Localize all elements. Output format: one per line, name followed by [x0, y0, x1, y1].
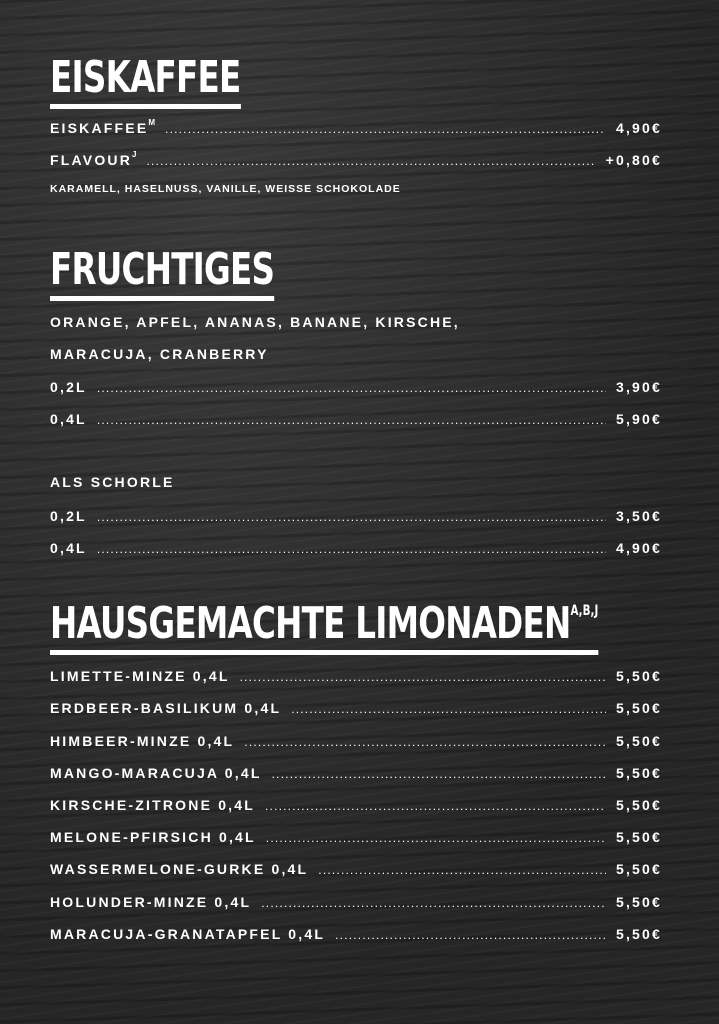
dot-leader — [165, 122, 606, 136]
price: 5,50€ — [615, 765, 662, 781]
menu-item: HOLUNDER-MINZE 0,4L ..... 5,50€ — [50, 894, 662, 910]
menu-item: 0,4L ..... 5,90€ — [50, 411, 662, 427]
price: 3,50€ — [615, 508, 662, 524]
dot-leader — [291, 702, 606, 716]
allergen-codes: A,B,J — [570, 603, 599, 619]
menu-item: LIMETTE-MINZE 0,4L ..... 5,50€ — [50, 668, 662, 684]
menu-item: ERDBEER-BASILIKUM 0,4L ..... 5,50€ — [50, 700, 662, 716]
dot-leader — [97, 542, 606, 556]
menu-item: KIRSCHE-ZITRONE 0,4L ..... 5,50€ — [50, 797, 662, 813]
section-title-limonaden: HAUSGEMACHTE $LIMONADEN^{A,B,J}$ — [50, 602, 598, 655]
dot-leader — [244, 735, 606, 749]
fruit-list-line-2: MARACUJA, CRANBERRY — [50, 346, 269, 362]
menu-item: 0,2L ..... 3,50€ — [50, 508, 662, 524]
menu-item: $EISKAFFEE^M$ ..... 4,90€ — [50, 120, 662, 136]
price: 4,90€ — [615, 540, 662, 556]
section-title-fruchtiges: FRUCHTIGES — [50, 248, 274, 301]
menu-item: MANGO-MARACUJA 0,4L ..... 5,50€ — [50, 765, 662, 781]
price: 4,90€ — [615, 120, 662, 136]
dot-leader — [266, 831, 606, 845]
price: +0,80€ — [605, 152, 662, 168]
price: 5,50€ — [615, 926, 662, 942]
dot-leader — [335, 928, 606, 942]
section-title-eiskaffee: EISKAFFEE — [50, 56, 241, 109]
price: 5,50€ — [615, 861, 662, 877]
dot-leader — [318, 863, 606, 877]
price: 5,50€ — [615, 733, 662, 749]
price: 5,50€ — [615, 668, 662, 684]
dot-leader — [97, 510, 606, 524]
menu-item: 0,2L ..... 3,90€ — [50, 379, 662, 395]
dot-leader — [261, 896, 606, 910]
menu-item: 0,4L ..... 4,90€ — [50, 540, 662, 556]
flavour-options: KARAMELL, HASELNUSS, VANILLE, WEISSE SCHOKOLADE — [50, 183, 401, 195]
schorle-label: ALS SCHORLE — [50, 474, 175, 490]
dot-leader — [240, 670, 606, 684]
price: 5,50€ — [615, 829, 662, 845]
dot-leader — [97, 381, 606, 395]
dot-leader — [146, 154, 595, 168]
price: 3,90€ — [615, 379, 662, 395]
dot-leader — [265, 799, 606, 813]
fruit-list-line-1: ORANGE, APFEL, ANANAS, BANANE, KIRSCHE, — [50, 314, 460, 330]
menu-item: WASSERMELONE-GURKE 0,4L ..... 5,50€ — [50, 861, 662, 877]
price: 5,50€ — [615, 797, 662, 813]
price: 5,50€ — [615, 700, 662, 716]
dot-leader — [272, 767, 606, 781]
dot-leader — [97, 413, 606, 427]
menu-item: HIMBEER-MINZE 0,4L ..... 5,50€ — [50, 733, 662, 749]
menu-item: MELONE-PFIRSICH 0,4L ..... 5,50€ — [50, 829, 662, 845]
price: 5,90€ — [615, 411, 662, 427]
menu-item: $FLAVOUR^J$ ..... +0,80€ — [50, 152, 662, 168]
price: 5,50€ — [615, 894, 662, 910]
menu-item: MARACUJA-GRANATAPFEL 0,4L ..... 5,50€ — [50, 926, 662, 942]
